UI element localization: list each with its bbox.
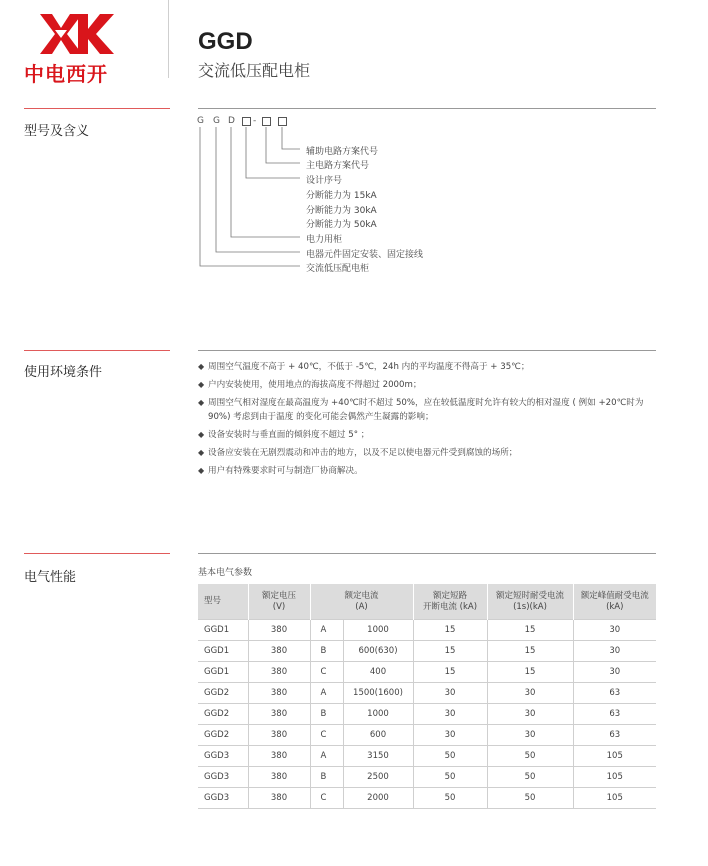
code-dash: - [253,116,257,126]
header-cell: 额定短路 开断电流 (kA) [413,584,487,620]
table-cell: 380 [248,662,310,683]
list-item-text: 周围空气相对湿度在最高温度为 +40℃时不超过 50%，应在较低温度时允许有较大的相对湿度 ( 例如 +20℃时为 90%) 考虑到由于温度 的变化可能会偶然产生凝露的影响； [208,398,644,422]
header-cell: 额定电流 (A) [310,584,413,620]
page-title: GGD [198,28,253,55]
code-meaning-label: 交流低压配电柜 [306,264,370,274]
table-cell: 50 [413,767,487,788]
section-divider-red [24,108,170,109]
header-cell: 额定电压 (V) [248,584,310,620]
list-item [198,360,668,374]
section-divider-red [24,553,170,554]
table-cell: A [310,746,343,767]
section-title-electrical: 电气性能 [24,570,77,585]
diamond-bullet-icon: ◆ [198,362,205,371]
table-cell: GGD2 [198,704,248,725]
header-cell: 额定峰值耐受电流 (kA) [573,584,656,620]
table-cell: A [310,683,343,704]
table-cell: 63 [573,725,656,746]
header-divider [168,0,169,78]
table-cell: 1000 [343,620,413,641]
table-cell: 400 [343,662,413,683]
table-cell: 15 [487,641,573,662]
table-cell: 30 [413,725,487,746]
table-cell: 50 [413,746,487,767]
table-row [198,788,656,809]
table-cell: C [310,788,343,809]
table-cell: B [310,641,343,662]
table-cell: 15 [413,641,487,662]
xk-logo-icon [26,12,126,56]
code-meaning-label: 电力用柜 [306,235,343,245]
table-cell: GGD3 [198,767,248,788]
table-cell: 380 [248,704,310,725]
table-cell: 30 [487,704,573,725]
table-row [198,704,656,725]
table-row [198,767,656,788]
diamond-bullet-icon: ◆ [198,380,205,389]
diamond-bullet-icon: ◆ [198,398,205,407]
table-cell: 30 [487,683,573,704]
table-cell: C [310,725,343,746]
table-cell: 30 [413,683,487,704]
list-item-text: 周围空气温度不高于 + 40℃，不低于 -5℃，24h 内的平均温度不得高于 + 35℃； [208,362,530,372]
table-cell: 50 [413,788,487,809]
table-cell: 380 [248,746,310,767]
code-meaning-label: 分断能力为 30kA [306,206,377,216]
table-cell: 380 [248,767,310,788]
header-cell: 型号 [198,584,248,620]
header-cell: 额定短时耐受电流 (1s)(kA) [487,584,573,620]
table-cell: C [310,662,343,683]
table-cell: 50 [487,788,573,809]
table-cell: 2500 [343,767,413,788]
code-meaning-label: 分断能力为 50kA [306,220,377,230]
code-meaning-label: 电器元件固定安装、固定接线 [306,250,424,260]
table-cell: 105 [573,788,656,809]
table-cell: 2000 [343,788,413,809]
code-meaning-label: 主电路方案代号 [306,161,370,171]
table-cell: 105 [573,746,656,767]
code-letter: G [213,116,220,126]
section-divider-gray [198,108,656,109]
section-title-environment: 使用环境条件 [24,365,103,380]
section-title-model: 型号及含义 [24,124,90,139]
code-meaning-label: 辅助电路方案代号 [306,147,379,157]
table-cell: 600(630) [343,641,413,662]
table-cell: 15 [487,620,573,641]
code-meaning-label: 设计序号 [306,176,343,186]
table-row [198,683,656,704]
table-cell: 380 [248,641,310,662]
list-item-text: 设备安装时与垂直面的倾斜度不超过 5° ； [208,430,370,440]
table-cell: 50 [487,767,573,788]
table-cell: A [310,620,343,641]
section-divider-red [24,350,170,351]
list-item-text: 户内安装使用，使用地点的海拔高度不得超过 2000m； [208,380,422,390]
code-letter: D [228,116,235,126]
table-cell: GGD1 [198,620,248,641]
table-cell: 30 [573,641,656,662]
code-meaning-label: 分断能力为 15kA [306,191,377,201]
list-item [198,428,668,442]
table-cell: GGD1 [198,662,248,683]
table-cell: 63 [573,683,656,704]
table-cell: 15 [413,662,487,683]
table-cell: 30 [573,620,656,641]
table-cell: 380 [248,725,310,746]
list-item [198,396,668,424]
list-item [198,446,668,460]
table-cell: B [310,767,343,788]
table-cell: 380 [248,683,310,704]
table-cell: 15 [413,620,487,641]
table-cell: GGD1 [198,641,248,662]
table-header-row [198,584,656,620]
table-cell: GGD3 [198,746,248,767]
table-row [198,725,656,746]
table-cell: GGD2 [198,683,248,704]
section-divider-gray [198,553,656,554]
table-cell: GGD2 [198,725,248,746]
table-row [198,746,656,767]
brand-logo [26,12,126,56]
table-cell: 15 [487,662,573,683]
table-cell: B [310,704,343,725]
list-item [198,378,668,392]
brand-name: 中电西开 [24,62,108,86]
list-item-text: 用户有特殊要求时可与制造厂协商解决。 [208,466,363,476]
table-row [198,641,656,662]
diamond-bullet-icon: ◆ [198,466,205,475]
environment-list [198,360,668,482]
list-item-text: 设备应安装在无剧烈震动和冲击的地方，以及不足以使电器元件受到腐蚀的场所； [208,448,518,458]
table-cell: 600 [343,725,413,746]
section-divider-gray [198,350,656,351]
table-cell: 1500(1600) [343,683,413,704]
table-cell: 50 [487,746,573,767]
table-cell: 63 [573,704,656,725]
table-row [198,662,656,683]
table-caption: 基本电气参数 [198,568,253,578]
table-cell: 30 [573,662,656,683]
table-cell: 30 [413,704,487,725]
page-subtitle: 交流低压配电柜 [198,61,311,80]
table-cell: 30 [487,725,573,746]
table-cell: 1000 [343,704,413,725]
code-letter: G [197,116,204,126]
list-item [198,464,668,478]
diamond-bullet-icon: ◆ [198,448,205,457]
table-cell: 380 [248,788,310,809]
table-cell: 380 [248,620,310,641]
table-row [198,620,656,641]
table-cell: 3150 [343,746,413,767]
table-cell: 105 [573,767,656,788]
diamond-bullet-icon: ◆ [198,430,205,439]
table-cell: GGD3 [198,788,248,809]
electrical-table [198,584,656,809]
